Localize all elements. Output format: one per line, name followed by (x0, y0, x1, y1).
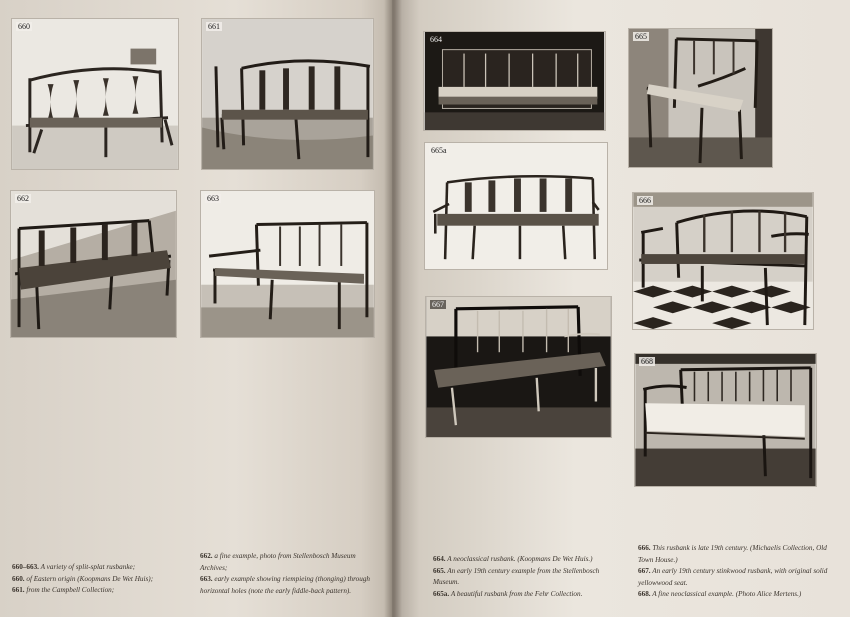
caption-line (12, 562, 190, 574)
caption-left-col1 (12, 562, 190, 597)
plate-number: 667 (432, 300, 444, 309)
caption-text: a fine example, photo from Stellenbosch Museum Archives; (200, 552, 356, 572)
caption-number: 667. (638, 567, 651, 576)
caption-text: An early 19th century example from the Stellenbosch Museum. (433, 566, 600, 587)
settee-photo-668 (635, 354, 816, 486)
settee-photo-663 (201, 191, 374, 337)
caption-line (12, 585, 190, 597)
caption-number: 666. (638, 544, 651, 552)
caption-number: 668. (638, 590, 651, 599)
caption-right-col1 (433, 554, 613, 600)
photo-plate-665 (628, 28, 773, 168)
caption-text: This rusbank is late 19th century. (Michaelis Collection, Old Town House.) (638, 544, 827, 564)
settee-photo-666 (633, 193, 813, 329)
settee-photo-665a (425, 143, 607, 269)
photo-plate-663 (200, 190, 375, 338)
caption-line (433, 589, 613, 601)
caption-number: 660. (12, 574, 25, 583)
settee-photo-662 (11, 191, 176, 337)
caption-line (200, 551, 376, 574)
photo-plate-667 (425, 296, 612, 438)
caption-line (638, 566, 828, 589)
plate-number: 665 (635, 32, 647, 41)
photo-plate-664 (423, 31, 606, 131)
caption-line (433, 566, 613, 589)
caption-number: 665. (433, 566, 446, 575)
caption-line (433, 554, 613, 566)
caption-right-col2 (638, 543, 828, 601)
caption-number: 665a. (433, 589, 450, 598)
caption-number: 662. (200, 552, 213, 560)
caption-text: A fine neoclassical example. (Photo Alice Mertens.) (650, 590, 802, 599)
photo-plate-662 (10, 190, 177, 338)
photo-plate-666 (632, 192, 814, 330)
caption-text: from the Campbell Collection; (24, 586, 115, 595)
settee-photo-661 (202, 19, 373, 169)
settee-photo-667 (426, 297, 611, 437)
caption-text: An early 19th century stinkwood rusbank, with original solid yellowwood seat. (638, 567, 828, 587)
caption-text: of Eastern origin (Koopmans De Wet Huis); (24, 574, 154, 583)
caption-text: early example showing riempieing (thonging) through horizontal holes (note the early fiddle-back pattern). (200, 575, 371, 595)
book-gutter (384, 0, 402, 617)
plate-number: 665a (431, 146, 447, 155)
photo-plate-665a (424, 142, 608, 270)
caption-number: 664. (433, 555, 446, 563)
plate-number: 663 (207, 194, 219, 203)
plate-number: 661 (208, 22, 220, 31)
plate-number: 664 (430, 35, 442, 44)
plate-number: 668 (641, 357, 653, 366)
plate-number: 660 (18, 22, 30, 31)
photo-plate-668 (634, 353, 817, 487)
plate-number: 666 (639, 196, 651, 205)
caption-number: 660–663. (12, 563, 39, 571)
caption-number: 661. (12, 586, 25, 595)
photo-plate-661 (201, 18, 374, 170)
plate-number: 662 (17, 194, 29, 203)
caption-line (200, 574, 376, 597)
caption-text: A variety of split-splat rusbanke; (38, 563, 136, 571)
photo-plate-660 (11, 18, 179, 170)
caption-line (638, 589, 828, 601)
caption-left-col2 (200, 551, 376, 597)
caption-line (12, 574, 190, 586)
caption-number: 663. (200, 575, 213, 584)
settee-photo-664 (424, 32, 605, 130)
settee-photo-660 (12, 19, 178, 169)
caption-line (638, 543, 828, 566)
caption-text: A beautiful rusbank from the Fehr Collection. (449, 589, 583, 598)
settee-photo-665 (629, 29, 772, 167)
caption-text: A neoclassical rusbank. (Koopmans De Wet Huis.) (445, 555, 593, 563)
